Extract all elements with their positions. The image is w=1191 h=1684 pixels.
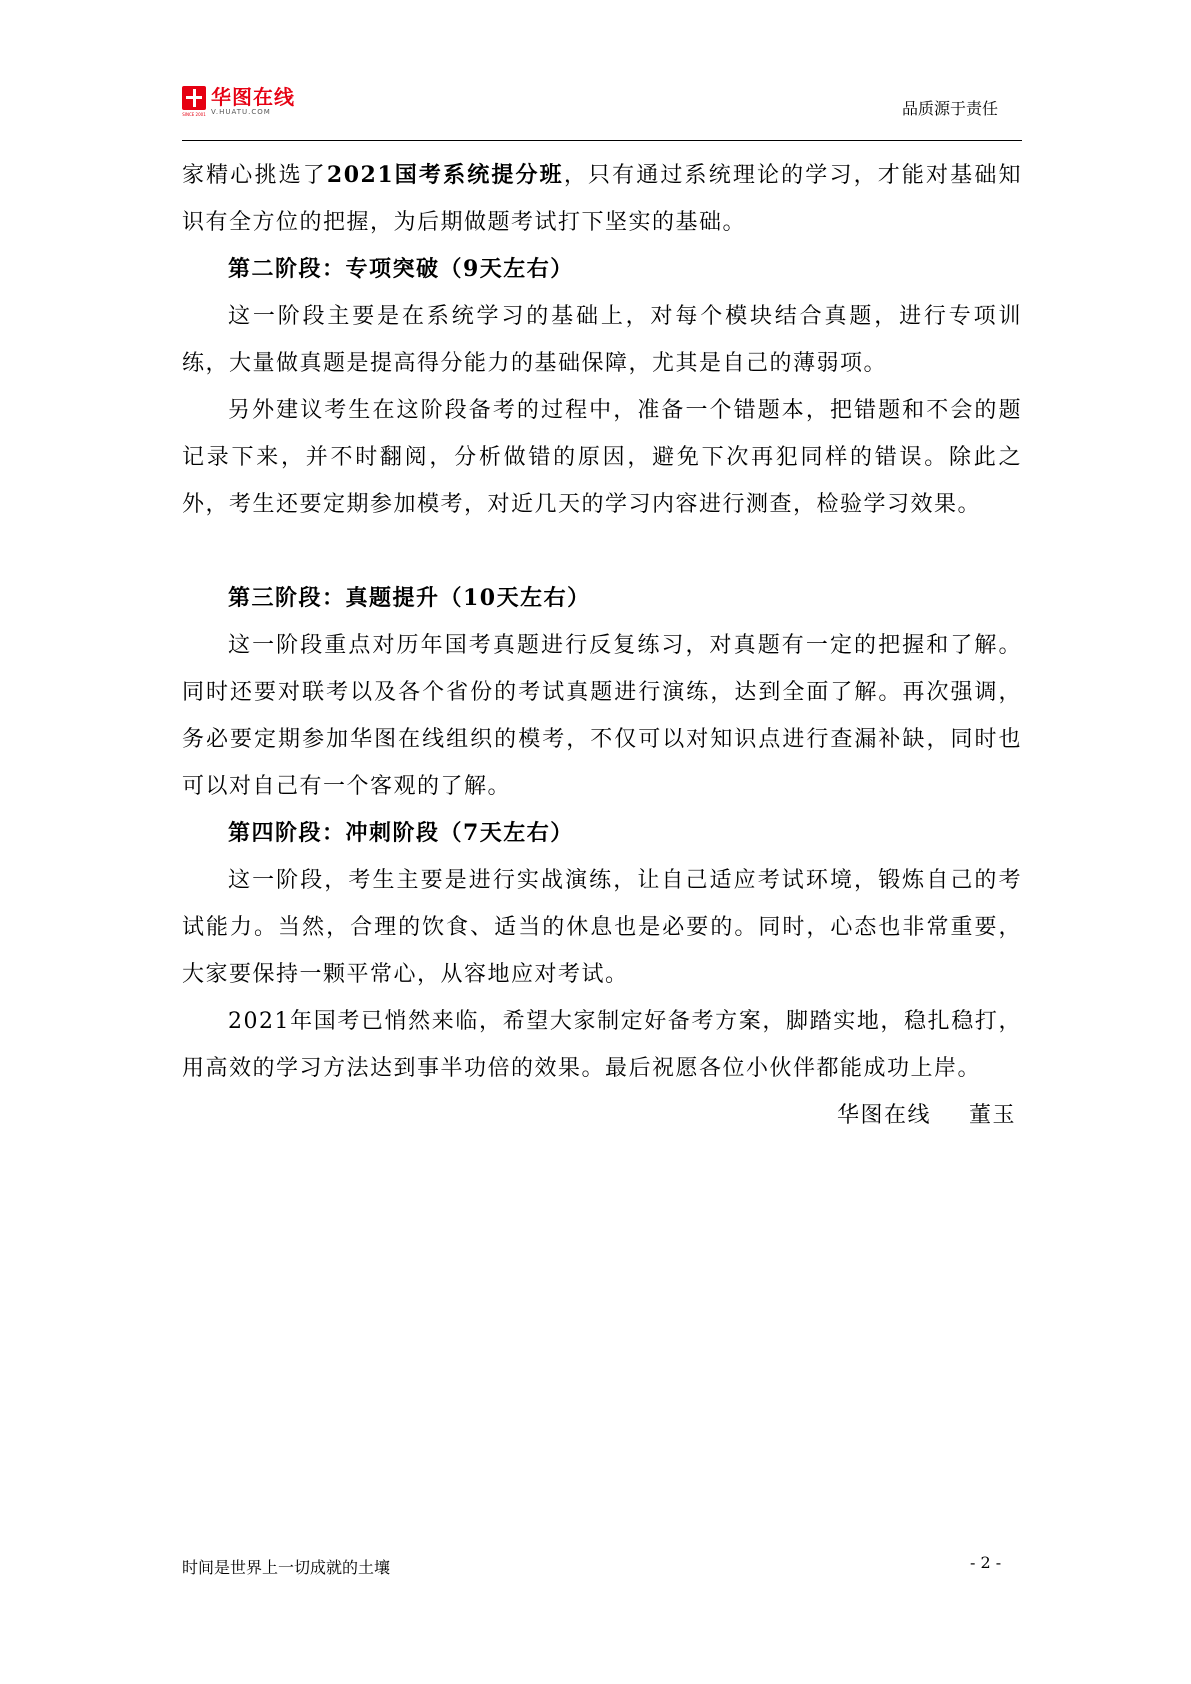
footer-motto: 时间是世界上一切成就的土壤	[182, 1558, 391, 1577]
page-number: - 2 -	[970, 1553, 1002, 1572]
page-header	[182, 82, 1022, 142]
paragraph-3: 另外建议考生在这阶段备考的过程中，准备一个错题本，把错题和不会的题记录下来，并不时翻阅，分析做错的原因，避免下次再犯同样的错误。除此之外，考生还要定期参加模考，对近几天的学习内容进行测查，检验学习效果。	[182, 398, 1022, 517]
paragraph-4: 这一阶段重点对历年国考真题进行反复练习，对真题有一定的把握和了解。同时还要对联考以及各个省份的考试真题进行演练，达到全面了解。再次强调，务必要定期参加华图在线组织的模考，不仅可以对知识点进行查漏补缺，同时也可以对自己有一个客观的了解。	[182, 633, 1022, 799]
heading-stage-2: 第二阶段：专项突破（9天左右）	[228, 256, 574, 282]
signature-org: 华图在线	[836, 1103, 931, 1128]
header-slogan: 品质源于责任	[901, 99, 998, 118]
paragraph-2: 这一阶段主要是在系统学习的基础上，对每个模块结合真题，进行专项训练，大量做真题是提高得分能力的基础保障，尤其是自己的薄弱项。	[182, 304, 1022, 376]
huatu-logo	[182, 86, 295, 122]
header-divider	[182, 140, 1022, 141]
document-body	[182, 152, 1022, 1139]
heading-stage-4: 第四阶段：冲刺阶段（7天左右）	[228, 820, 574, 846]
logo-since: SINCE 2001	[182, 112, 206, 117]
paragraph-6: 2021年国考已悄然来临，希望大家制定好备考方案，脚踏实地，稳扎稳打，用高效的学习方法达到事半功倍的效果。最后祝愿各位小伙伴都能成功上岸。	[182, 1009, 1022, 1081]
signature	[182, 1092, 1022, 1139]
logo-url: V.HUATU.COM	[211, 108, 271, 116]
heading-stage-3: 第三阶段：真题提升（10天左右）	[228, 585, 591, 611]
course-name: 2021国考系统提分班	[326, 162, 564, 188]
paragraph-5: 这一阶段，考生主要是进行实战演练，让自己适应考试环境，锻炼自己的考试能力。当然，合理的饮食、适当的休息也是必要的。同时，心态也非常重要，大家要保持一颗平常心，从容地应对考试。	[182, 868, 1022, 987]
logo-text: 华图在线	[211, 85, 295, 109]
signature-name: 董玉	[968, 1103, 1016, 1128]
paragraph-1: 家精心挑选了2021国考系统提分班，只有通过系统理论的学习，才能对基础知识有全方位的把握，为后期做题考试打下坚实的基础。	[182, 162, 1022, 235]
huatu-logo-icon	[182, 86, 206, 117]
blank-line	[182, 528, 1022, 575]
